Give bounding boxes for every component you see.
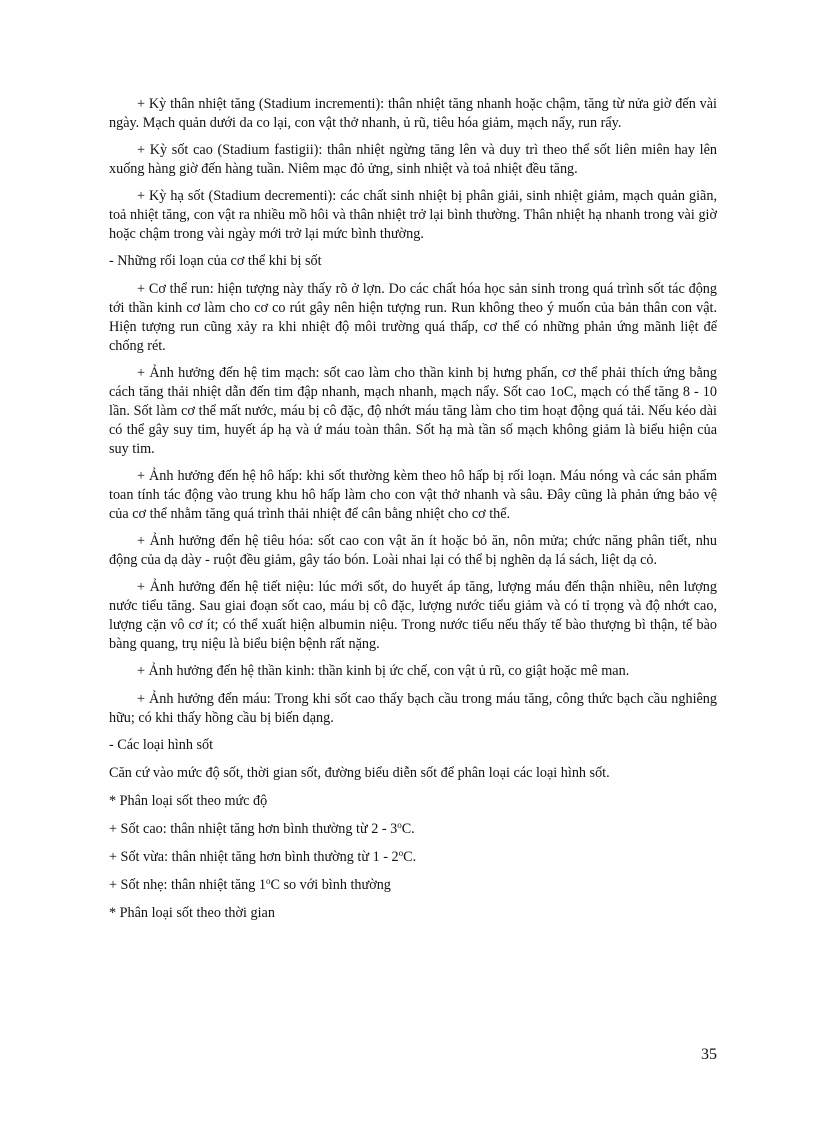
heading-by-duration: * Phân loại sốt theo thời gian bbox=[109, 905, 275, 921]
page-number: 35 bbox=[701, 1046, 717, 1063]
fever-level-unit: C. bbox=[401, 821, 415, 837]
paragraph-nervous: + Ảnh hưởng đến hệ thần kinh: thần kinh bị ức chế, con vật ủ rũ, co giật hoặc mê man. bbox=[137, 663, 630, 679]
fever-level-text: + Sốt nhẹ: thân nhiệt tăng 1 bbox=[109, 877, 266, 893]
paragraph-respiratory: + Ảnh hưởng đến hệ hô hấp: khi sốt thường kèm theo hô hấp bị rối loạn. Máu nóng và các sản phẩm toan tính tác động vào trung khu hô hấp làm cho con vật thở nhanh và sâu. Đây cũng là phản ứng bảo vệ của cơ thể nhằm tăng quá trình thải nhiệt để cân bằng nhiệt cho cơ thể. bbox=[109, 468, 717, 522]
heading-by-level: * Phân loại sốt theo mức độ bbox=[109, 793, 268, 809]
fever-level-high bbox=[109, 820, 717, 839]
fever-level-text: + Sốt cao: thân nhiệt tăng hơn bình thường từ 2 - 3 bbox=[109, 821, 398, 837]
degree-sup: o bbox=[398, 848, 404, 858]
paragraph-stadium-fastigii: + Kỳ sốt cao (Stadium fastigii): thân nhiệt ngừng tăng lên và duy trì theo thể sốt liên miên hay lên xuống hàng giờ đến hàng tuần. Niêm mạc đỏ ửng, sinh nhiệt và toả nhiệt đều tăng. bbox=[109, 142, 717, 177]
paragraph-stadium-incrementi: + Kỳ thân nhiệt tăng (Stadium incrementi): thân nhiệt tăng nhanh hoặc chậm, tăng từ nửa giờ đến vài ngày. Mạch quản dưới da co lại, con vật thở nhanh, ủ rũ, tiêu hóa giảm, mạch nẩy, run rẩy. bbox=[109, 96, 717, 131]
fever-level-text: + Sốt vừa: thân nhiệt tăng hơn bình thường từ 1 - 2 bbox=[109, 849, 399, 865]
heading-fever-disorders: - Những rối loạn của cơ thể khi bị sốt bbox=[109, 253, 322, 269]
document-page bbox=[109, 95, 717, 932]
degree-sup: o bbox=[397, 820, 402, 830]
paragraph-digestive: + Ảnh hưởng đến hệ tiêu hóa: sốt cao con vật ăn ít hoặc bỏ ăn, nôn mửa; chức năng phân tiết, nhu động của dạ dày - ruột đều giảm, gây táo bón. Loài nhai lại có thể bị nghẽn dạ lá sách, liệt dạ cỏ. bbox=[109, 533, 717, 568]
fever-level-unit: C. bbox=[403, 849, 417, 865]
paragraph-classification-basis: Căn cứ vào mức độ sốt, thời gian sốt, đường biểu diễn sốt để phân loại các loại hình sốt. bbox=[109, 765, 610, 781]
paragraph-cardiovascular: + Ảnh hưởng đến hệ tim mạch: sốt cao làm cho thần kinh bị hưng phấn, cơ thể phải thích ứng bằng cách tăng thải nhiệt dẫn đến tim đập nhanh, mạch nhanh, mạch nẩy. Sốt cao 1oC, mạch có thể tăng 8 - 10 lần. Sốt làm cơ thể mất nước, máu bị cô đặc, độ nhớt máu tăng làm cho tim hoạt động quá tải. Nếu kéo dài có thể gây suy tim, huyết áp hạ và ứ máu toàn thân. Sốt hạ mà tần số mạch không giảm là biểu hiện của suy tim. bbox=[109, 365, 717, 457]
paragraph-urinary: + Ảnh hưởng đến hệ tiết niệu: lúc mới sốt, do huyết áp tăng, lượng máu đến thận nhiều, nên lượng nước tiểu tăng. Sau giai đoạn sốt cao, máu bị cô đặc, lượng nước tiểu giảm và có tỉ trọng và độ nhớt cao, lượng cặn vô cơ ít; có thể xuất hiện albumin niệu. Trong nước tiểu nếu thấy tế bào thượng bì thận, tế bào bàng quang, trụ niệu là biểu biện bệnh rất nặng. bbox=[109, 579, 717, 652]
fever-level-unit: C so với bình thường bbox=[270, 877, 391, 893]
heading-fever-types: - Các loại hình sốt bbox=[109, 737, 214, 753]
paragraph-stadium-decrementi: + Kỳ hạ sốt (Stadium decrementi): các chất sinh nhiệt bị phân giải, sinh nhiệt giảm, mạch quản giãn, toả nhiệt tăng, con vật ra nhiều mồ hôi và thân nhiệt trở lại bình thường. Thân nhiệt hạ nhanh trong vài giờ hoặc chậm trong vài ngày mới trở lại mức bình thường. bbox=[109, 188, 717, 242]
fever-level-medium bbox=[109, 848, 717, 867]
paragraph-shivering: + Cơ thể run: hiện tượng này thấy rõ ở lợn. Do các chất hóa học sản sinh trong quá trình sốt tác động tới thần kinh cơ làm cho cơ co rút gây nên hiện tượng run. Run không theo ý muốn của bản thân con vật. Hiện tượng run cũng xảy ra khi nhiệt độ môi trường quá thấp, cơ thể có những phản ứng mãnh liệt để chống rét. bbox=[109, 281, 717, 354]
fever-level-mild bbox=[109, 876, 717, 895]
paragraph-blood: + Ảnh hưởng đến máu: Trong khi sốt cao thấy bạch cầu trong máu tăng, công thức bạch cầu nghiêng hữu; có khi thấy hồng cầu bị biến dạng. bbox=[109, 691, 717, 726]
degree-sup: o bbox=[265, 876, 271, 886]
